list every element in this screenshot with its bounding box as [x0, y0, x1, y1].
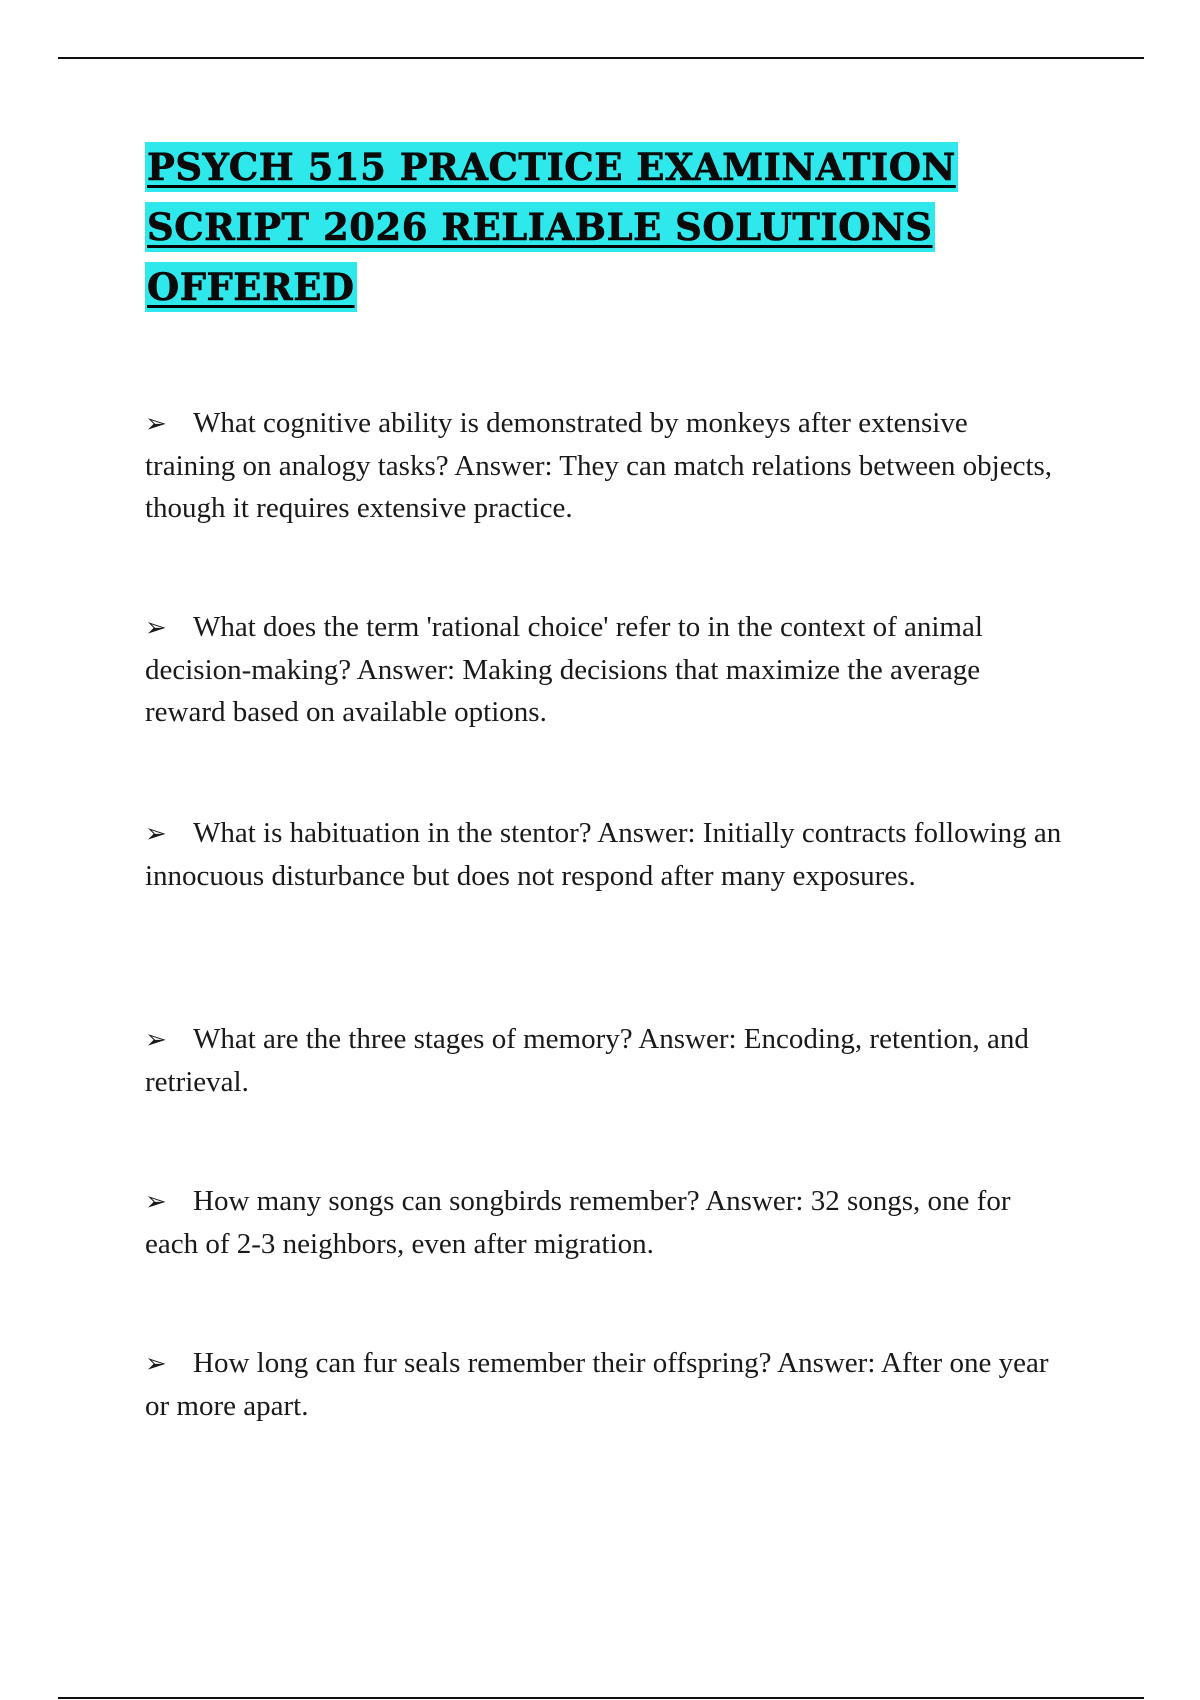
- list-item: [145, 1018, 1065, 1103]
- arrow-bullet-icon: ➢: [145, 1187, 167, 1217]
- title-line-3: OFFERED: [145, 262, 357, 312]
- arrow-bullet-icon: ➢: [145, 1349, 167, 1379]
- list-item-text: How long can fur seals remember their offspring? Answer: After one year or more apart.: [145, 1347, 1049, 1422]
- arrow-bullet-icon: ➢: [145, 1025, 167, 1055]
- list-item-text: How many songs can songbirds remember? Answer: 32 songs, one for each of 2-3 neighbors, even after migration.: [145, 1185, 1011, 1260]
- list-item-text: What cognitive ability is demonstrated by monkeys after extensive training on analogy tasks? Answer: They can match relations between objects, though it requires extensive practice.: [145, 407, 1053, 524]
- list-item: [145, 1180, 1065, 1265]
- top-rule: [58, 57, 1144, 59]
- document-title: [145, 142, 1065, 322]
- title-line-1: PSYCH 515 PRACTICE EXAMINATION: [145, 142, 958, 192]
- list-item: [145, 606, 1065, 733]
- list-item: [145, 1342, 1065, 1427]
- list-item: [145, 402, 1065, 529]
- arrow-bullet-icon: ➢: [145, 613, 167, 643]
- arrow-bullet-icon: ➢: [145, 409, 167, 439]
- title-line-2: SCRIPT 2026 RELIABLE SOLUTIONS: [145, 202, 935, 252]
- list-item-text: What are the three stages of memory? Answer: Encoding, retention, and retrieval.: [145, 1023, 1029, 1098]
- list-item: [145, 812, 1065, 897]
- bottom-rule: [58, 1697, 1144, 1699]
- arrow-bullet-icon: ➢: [145, 819, 167, 849]
- list-item-text: What does the term 'rational choice' refer to in the context of animal decision-making? Answer: Making decisions that maximize the average reward based on available options.: [145, 611, 983, 728]
- list-item-text: What is habituation in the stentor? Answer: Initially contracts following an innocuous disturbance but does not respond after many exposures.: [145, 817, 1062, 892]
